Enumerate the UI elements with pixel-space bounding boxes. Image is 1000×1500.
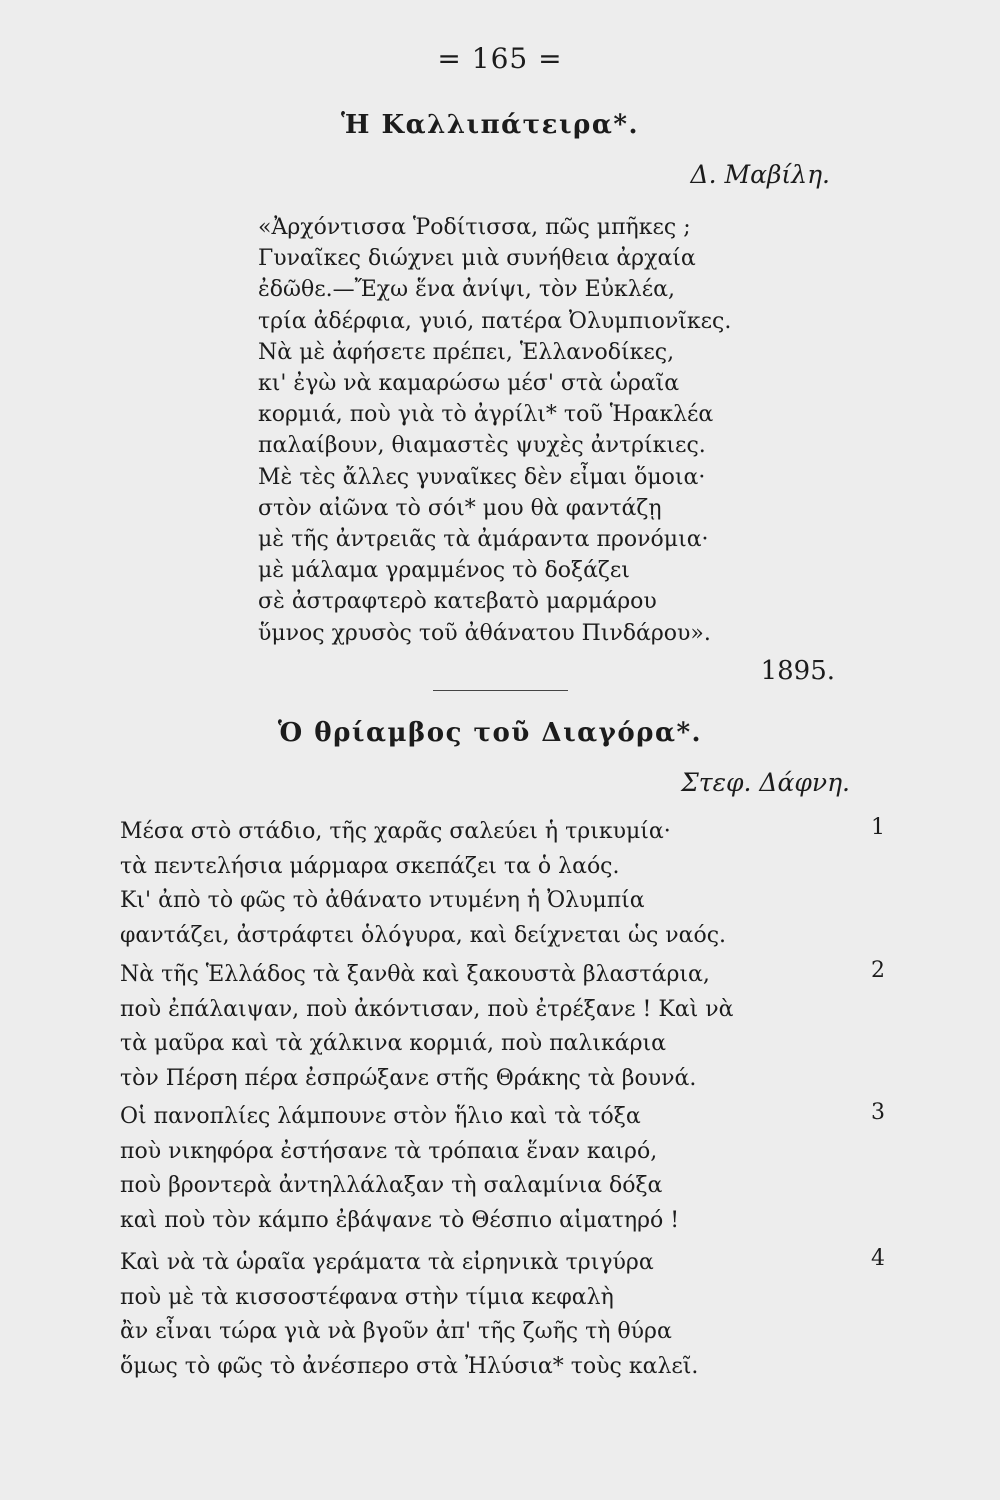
poem-line: ποὺ νικηφόρα ἐστήσανε τὰ τρόπαια ἕναν καιρό,	[120, 1138, 658, 1164]
poem-body	[258, 212, 731, 649]
poem-line: φαντάζει, ἀστράφτει ὁλόγυρα, καὶ δείχνεται ὡς ναός.	[120, 922, 727, 948]
poem-date: 1895.	[760, 656, 835, 686]
poem-line: κορμιά, ποὺ γιὰ τὸ ἀγρίλι* τοῦ Ἡρακλέα	[258, 402, 714, 428]
stanza	[120, 815, 726, 953]
poem-author: Δ. Μαβίλη.	[690, 160, 830, 189]
poem-line: Νὰ τῆς Ἑλλάδος τὰ ξανθὰ καὶ ξακουστὰ βλαστάρια,	[120, 962, 710, 987]
poem-line: ὅμως τὸ φῶς τὸ ἀνέσπερο στὰ Ἠλύσια* τοὺς καλεῖ.	[120, 1353, 699, 1379]
stanza-number: 3	[871, 1100, 885, 1125]
poem-line: ἐδῶθε.—Ἔχω ἕνα ἀνίψι, τὸν Εὐκλέα,	[258, 277, 675, 303]
poem-line: ὕμνος χρυσὸς τοῦ ἀθάνατου Πινδάρου».	[258, 620, 711, 646]
poem-line: Μὲ τὲς ἄλλες γυναῖκες δὲν εἶμαι ὅμοια·	[258, 464, 706, 490]
poem-line: τὸν Πέρση πέρα ἐσπρώξανε στῆς Θράκης τὰ βουνά.	[120, 1065, 697, 1091]
stanza	[120, 1246, 698, 1384]
poem-line: μὲ μάλαμα γραμμένος τὸ δοξάζει	[258, 558, 630, 584]
poem-line: κι' ἐγὼ νὰ καμαρώσω μέσ' στὰ ὡραῖα	[258, 371, 680, 397]
poem-title: Ἡ Καλλιπάτειρα*.	[340, 110, 639, 140]
poem-line: ἂν εἶναι τώρα γιὰ νὰ βγοῦν ἀπ' τῆς ζωῆς τὴ θύρα	[120, 1319, 672, 1344]
poem-line: παλαίβουν, θιαμαστὲς ψυχὲς ἀντρίκιες.	[258, 433, 706, 459]
poem-author: Στεφ. Δάφνη.	[681, 768, 850, 797]
poem-line: καὶ ποὺ τὸν κάμπο ἐβάψανε τὸ Θέσπιο αἱματηρό !	[120, 1207, 680, 1233]
poem-line: στὸν αἰῶνα τὸ σόι* μου θὰ φαντάζῃ	[258, 495, 662, 521]
poem-line: Γυναῖκες διώχνει μιὰ συνήθεια ἀρχαία	[258, 246, 696, 272]
poem-line: Μέσα στὸ στάδιο, τῆς χαρᾶς σαλεύει ἡ τρικυμία·	[120, 819, 671, 844]
poem-line: «Ἀρχόντισσα Ῥοδίτισσα, πῶς μπῆκες ;	[258, 215, 691, 240]
poem-line: μὲ τῆς ἀντρειᾶς τὰ ἀμάραντα προνόμια·	[258, 527, 709, 553]
poem-line: τὰ πεντελήσια μάρμαρα σκεπάζει τα ὁ λαός.	[120, 853, 620, 879]
poem-line: Καὶ νὰ τὰ ὡραῖα γεράματα τὰ εἰρηνικὰ τριγύρα	[120, 1250, 654, 1275]
stanza-number: 1	[871, 815, 885, 840]
stanza-number: 4	[871, 1246, 885, 1271]
stanza-number: 2	[871, 958, 885, 983]
poem-line: τρία ἀδέρφια, γυιό, πατέρα Ὀλυμπιονῖκες.	[258, 308, 732, 334]
poem-line: Κι' ἀπὸ τὸ φῶς τὸ ἀθάνατο ντυμένη ἡ Ὀλυμπία	[120, 888, 645, 913]
page-number: = 165 =	[437, 42, 563, 75]
poem-line: ποὺ βροντερὰ ἀντηλλάλαξαν τὴ σαλαμίνια δόξα	[120, 1173, 663, 1198]
poem-line: τὰ μαῦρα καὶ τὰ χάλκινα κορμιά, ποὺ παλικάρια	[120, 1031, 666, 1056]
section-divider	[433, 690, 568, 691]
poem-line: ποὺ μὲ τὰ κισσοστέφανα στὴν τίμια κεφαλὴ	[120, 1284, 614, 1310]
poem-line: Νὰ μὲ ἀφήσετε πρέπει, Ἑλλανοδίκες,	[258, 339, 675, 365]
poem-line: ποὺ ἐπάλαιψαν, ποὺ ἀκόντισαν, ποὺ ἐτρέξανε ! Καὶ νὰ	[120, 996, 734, 1022]
poem-title: Ὁ θρίαμβος τοῦ Διαγόρα*.	[277, 718, 703, 748]
poem-line: Οἱ πανοπλίες λάμπουνε στὸν ἥλιο καὶ τὰ τόξα	[120, 1104, 641, 1129]
stanza	[120, 1100, 679, 1238]
stanza	[120, 958, 734, 1096]
poem-line: σὲ ἀστραφτερὸ κατεβατὸ μαρμάρου	[258, 589, 657, 615]
